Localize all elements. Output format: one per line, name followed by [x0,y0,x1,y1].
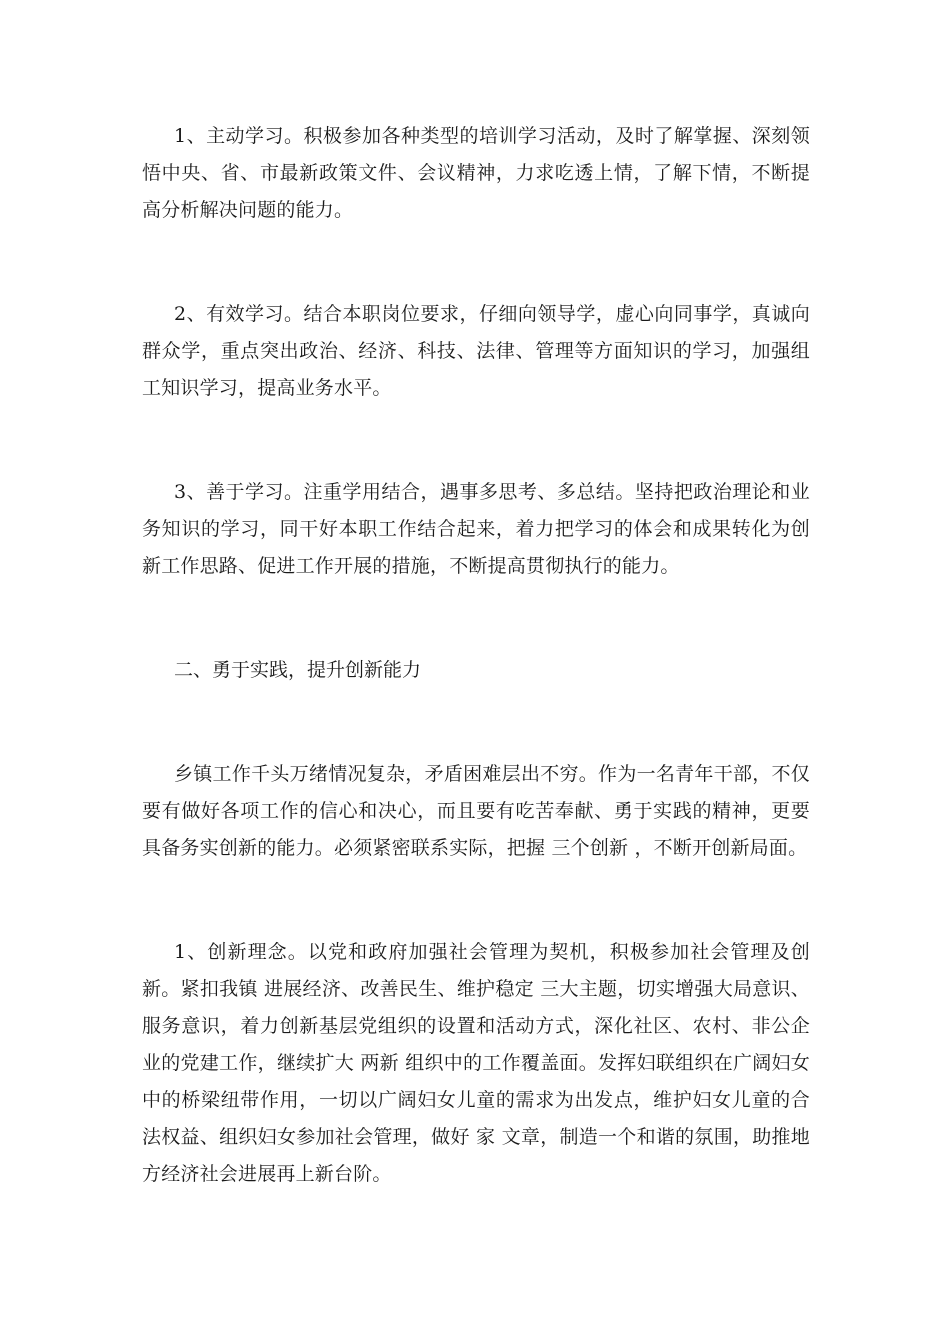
paragraph-active-learning: 1、主动学习。积极参加各种类型的培训学习活动，及时了解掌握、深刻领悟中央、省、市最新政策文件、会议精神，力求吃透上情，了解下情，不断提高分析解决问题的能力。 [142,125,810,221]
paragraph-good-at-learning: 3、善于学习。注重学用结合，遇事多思考、多总结。坚持把政治理论和业务知识的学习，同干好本职工作结合起来，着力把学习的体会和成果转化为创新工作思路、促进工作开展的措施，不断提高贯彻执行的能力。 [142,481,810,577]
paragraph-effective-learning: 2、有效学习。结合本职岗位要求，仔细向领导学，虚心向同事学，真诚向群众学，重点突出政治、经济、科技、法律、管理等方面知识的学习，加强组工知识学习，提高业务水平。 [142,303,810,399]
paragraph-township-work: 乡镇工作千头万绪情况复杂，矛盾困难层出不穷。作为一名青年干部，不仅要有做好各项工作的信心和决心，而且要有吃苦奉献、勇于实践的精神，更要具备务实创新的能力。必须紧密联系实际，把握 三个创新 ，不断开创新局面。 [142,763,810,859]
paragraph-innovation-concept: 1、创新理念。以党和政府加强社会管理为契机，积极参加社会管理及创新。紧扣我镇 进展经济、改善民生、维护稳定 三大主题，切实增强大局意识、服务意识，着力创新基层党组织的设置和活动方式，深化社区、农村、非公企业的党建工作，继续扩大 两新 组织中的工作覆盖面。发挥妇联组织在广阔妇女中的桥梁纽带作用，一切以广阔妇女儿童的需求为出发点，维护妇女儿童的合法权益、组织妇女参加社会管理，做好 家 文章，制造一个和谐的氛围，助推地方经济社会进展再上新台阶。 [142,941,810,1185]
section-heading-practice: 二、勇于实践，提升创新能力 [174,659,422,681]
